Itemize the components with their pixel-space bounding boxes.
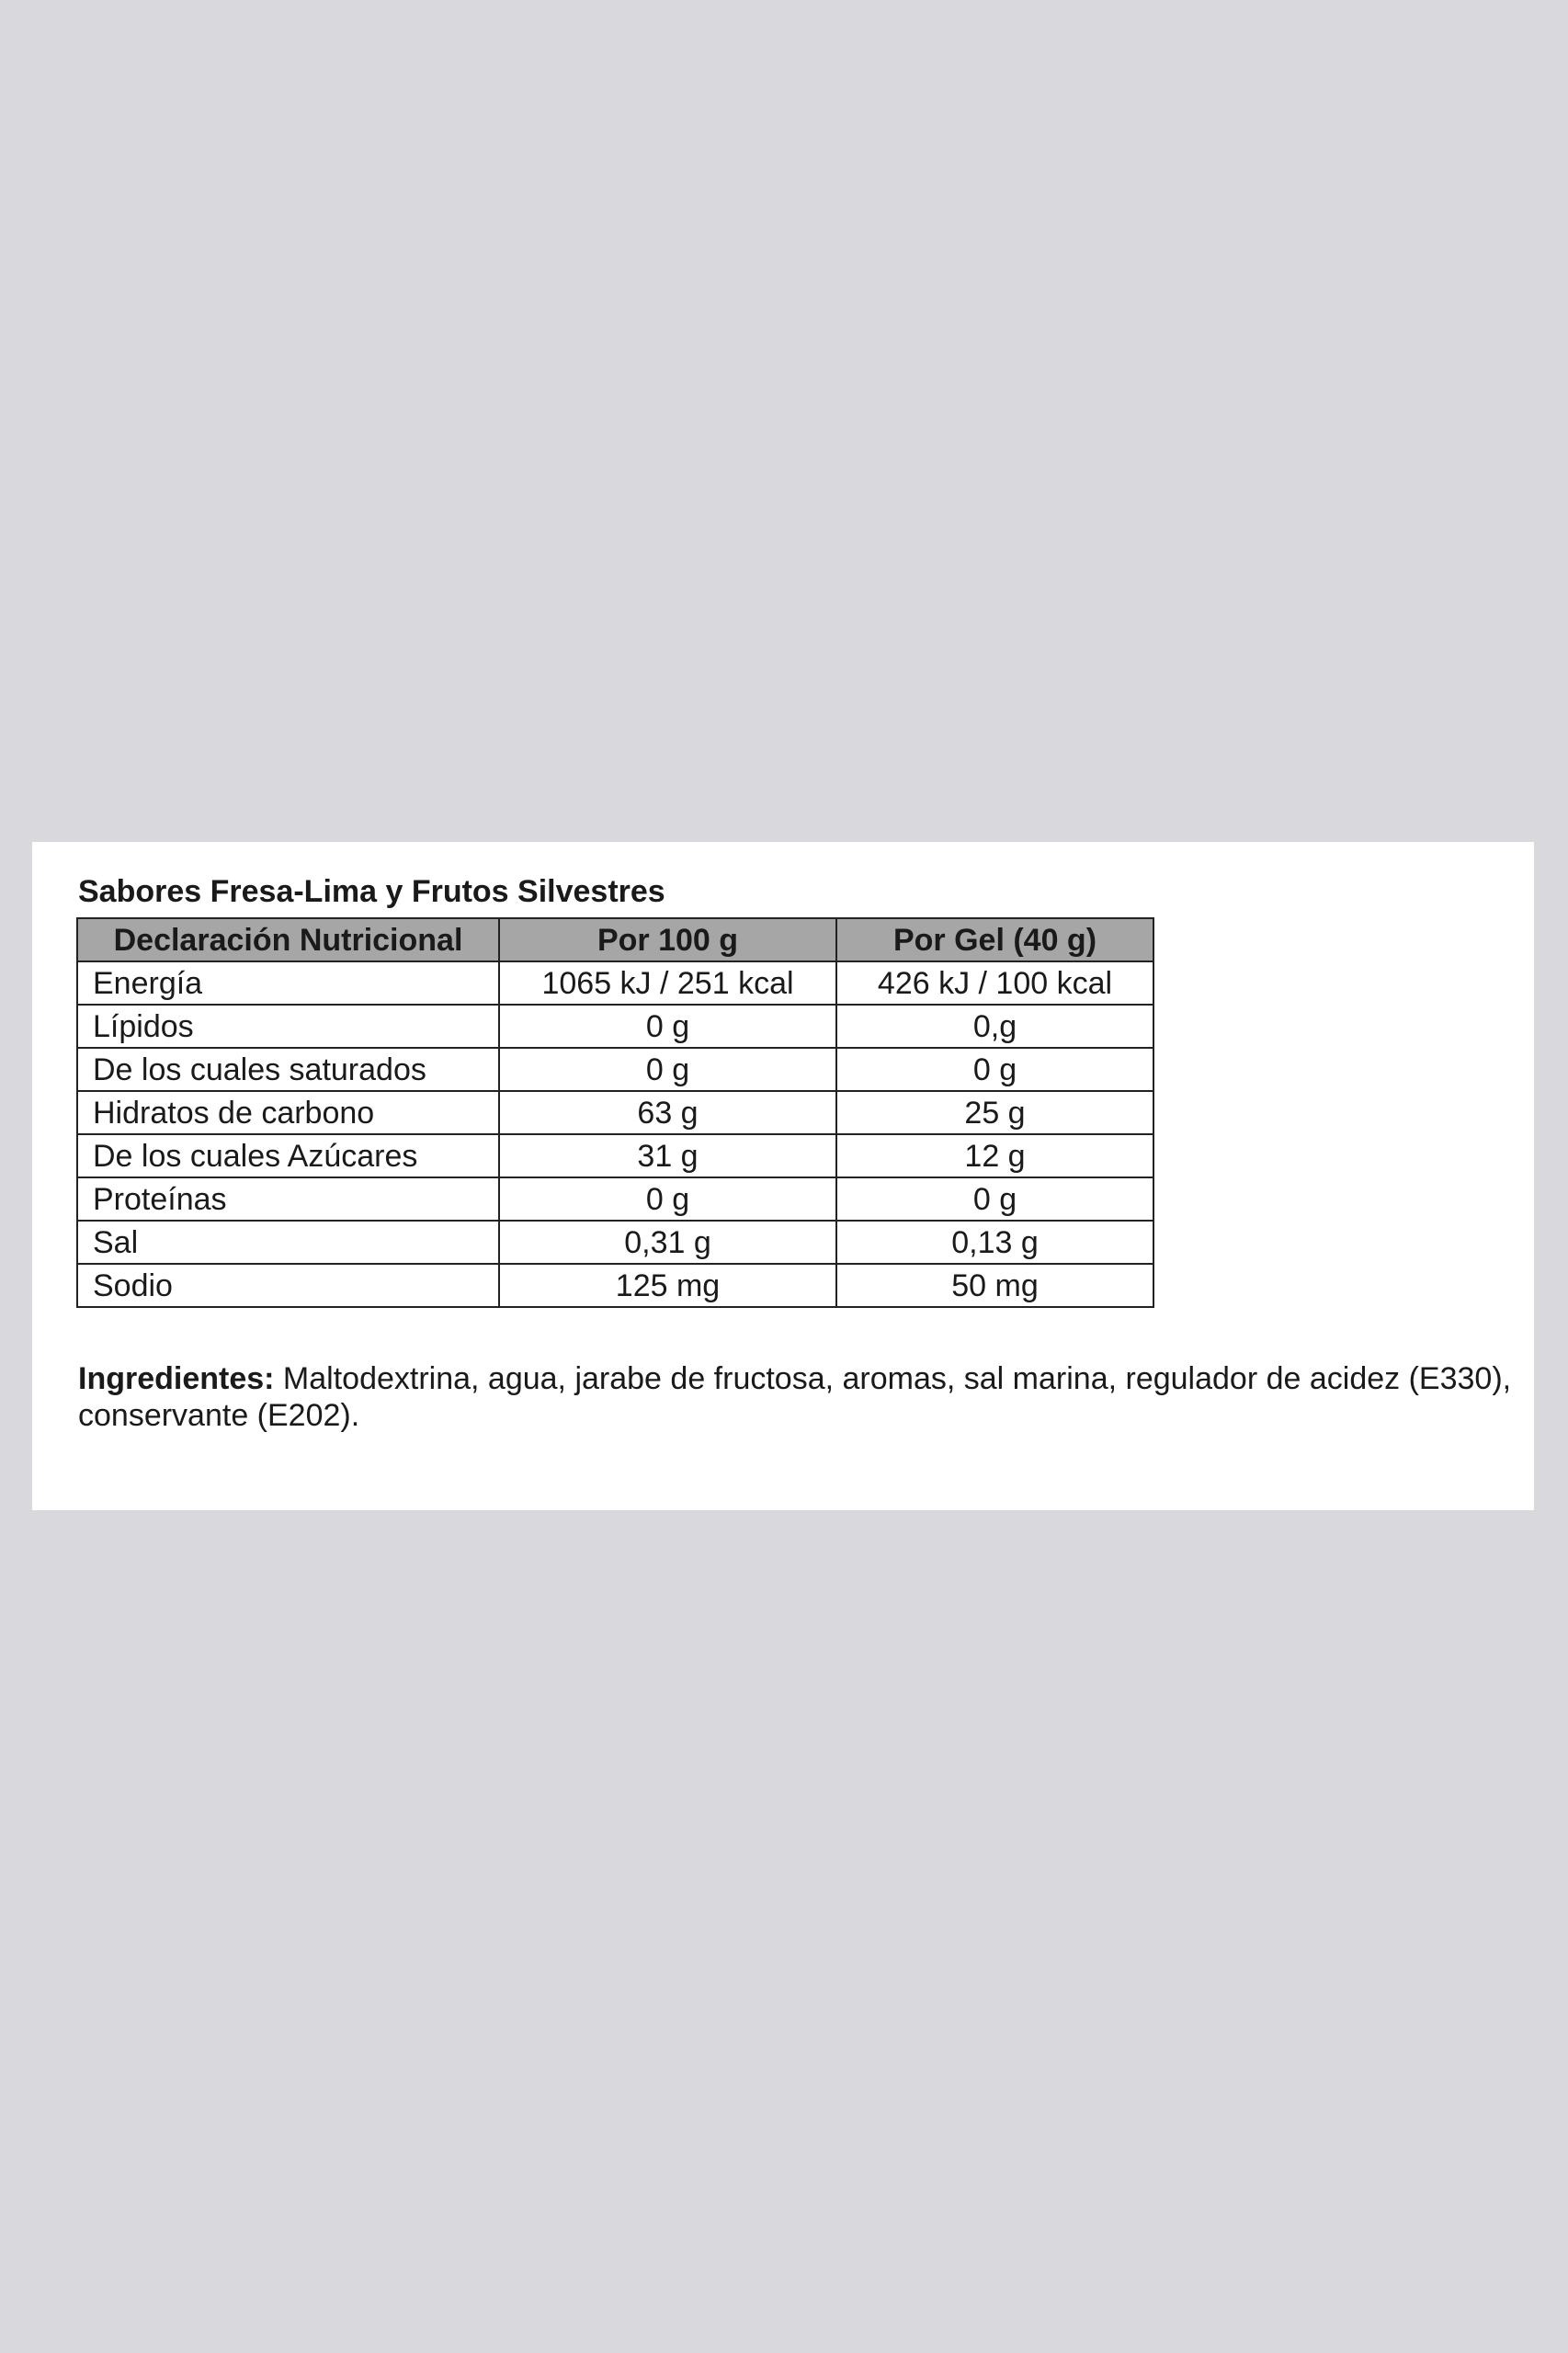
value-per-gel: 0,13 g bbox=[836, 1221, 1153, 1264]
table-row bbox=[77, 1134, 1153, 1177]
product-title: Sabores Fresa-Lima y Frutos Silvestres bbox=[78, 874, 665, 909]
value-per-gel: 12 g bbox=[836, 1134, 1153, 1177]
value-per-100g: 0,31 g bbox=[499, 1221, 836, 1264]
nutrition-card bbox=[32, 842, 1534, 1510]
table-row bbox=[77, 961, 1153, 1005]
ingredients-paragraph bbox=[78, 1360, 1512, 1434]
value-per-100g: 1065 kJ / 251 kcal bbox=[499, 961, 836, 1005]
table-header-row bbox=[77, 918, 1153, 961]
ingredients-text: Maltodextrina, agua, jarabe de fructosa, aromas, sal marina, regulador de acidez (E330), conservante (E202). bbox=[78, 1361, 1512, 1433]
table-row bbox=[77, 1264, 1153, 1307]
nutrient-name: Hidratos de carbono bbox=[77, 1091, 499, 1134]
nutrient-name: Lípidos bbox=[77, 1005, 499, 1048]
value-per-100g: 0 g bbox=[499, 1005, 836, 1048]
header-per-100g: Por 100 g bbox=[499, 918, 836, 961]
value-per-gel: 25 g bbox=[836, 1091, 1153, 1134]
value-per-100g: 0 g bbox=[499, 1177, 836, 1221]
value-per-gel: 0 g bbox=[836, 1177, 1153, 1221]
nutrient-name: De los cuales saturados bbox=[77, 1048, 499, 1091]
nutrient-name: Energía bbox=[77, 961, 499, 1005]
table-row bbox=[77, 1091, 1153, 1134]
table-row bbox=[77, 1177, 1153, 1221]
value-per-100g: 125 mg bbox=[499, 1264, 836, 1307]
value-per-gel: 0 g bbox=[836, 1048, 1153, 1091]
nutrient-name: Proteínas bbox=[77, 1177, 499, 1221]
header-per-gel: Por Gel (40 g) bbox=[836, 918, 1153, 961]
table-row bbox=[77, 1005, 1153, 1048]
table-row bbox=[77, 1048, 1153, 1091]
value-per-100g: 63 g bbox=[499, 1091, 836, 1134]
header-declaration: Declaración Nutricional bbox=[77, 918, 499, 961]
value-per-gel: 0,g bbox=[836, 1005, 1153, 1048]
nutrition-table bbox=[76, 917, 1154, 1308]
table-row bbox=[77, 1221, 1153, 1264]
nutrient-name: Sal bbox=[77, 1221, 499, 1264]
value-per-100g: 0 g bbox=[499, 1048, 836, 1091]
nutrient-name: Sodio bbox=[77, 1264, 499, 1307]
value-per-gel: 50 mg bbox=[836, 1264, 1153, 1307]
value-per-100g: 31 g bbox=[499, 1134, 836, 1177]
ingredients-label: Ingredientes: bbox=[78, 1361, 275, 1396]
nutrient-name: De los cuales Azúcares bbox=[77, 1134, 499, 1177]
value-per-gel: 426 kJ / 100 kcal bbox=[836, 961, 1153, 1005]
